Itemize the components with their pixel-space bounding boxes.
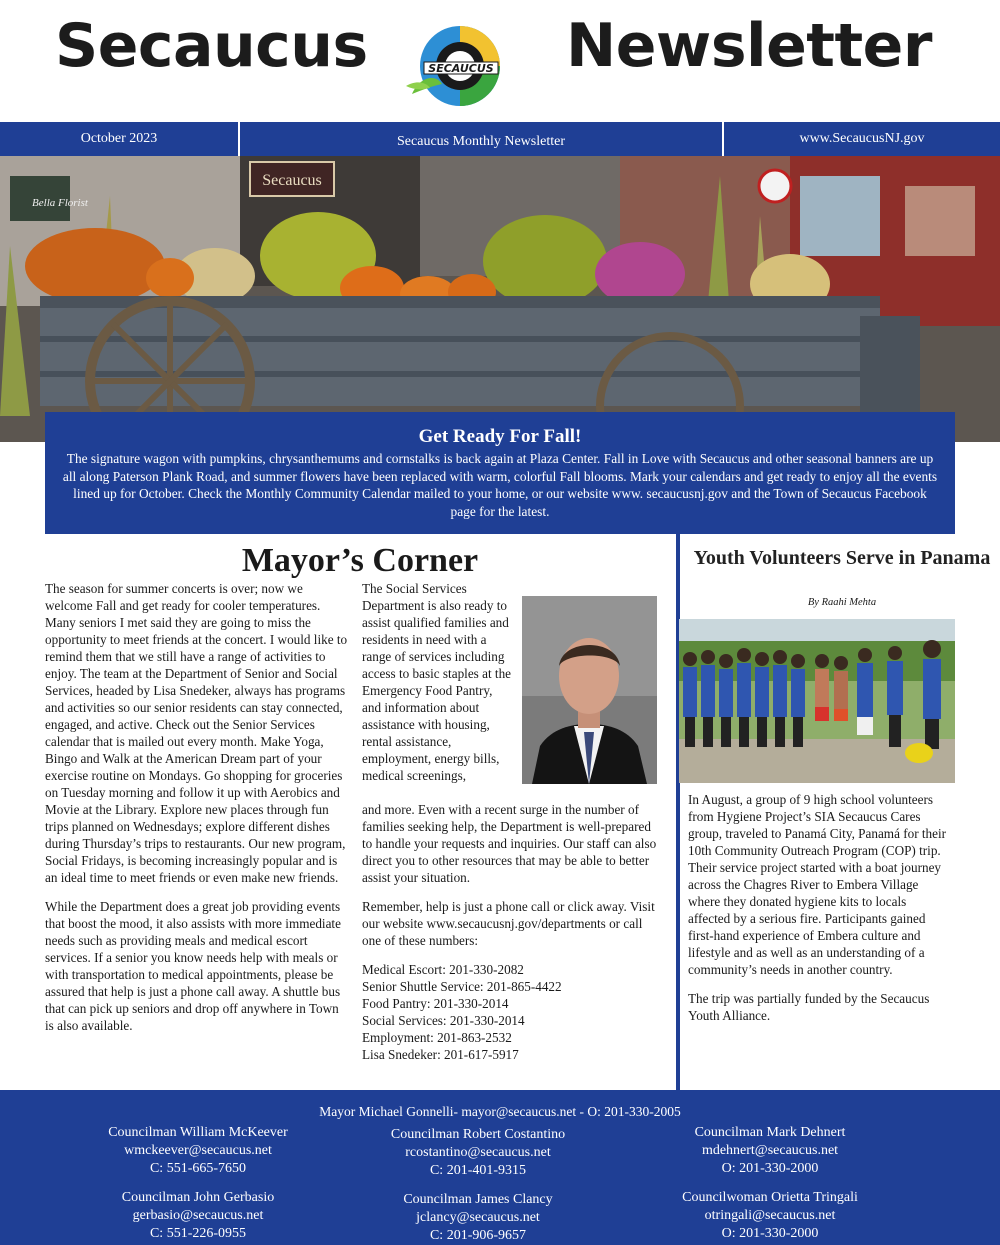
council-email[interactable]: wmckeever@secaucus.net <box>124 1143 272 1158</box>
mayors-corner-column-2-top <box>362 580 512 796</box>
council-member <box>348 1191 608 1245</box>
secaucus-logo <box>402 22 518 108</box>
phone-item: Medical Escort: 201-330-2082 <box>362 962 524 977</box>
phone-item: Lisa Snedeker: 201-617-5917 <box>362 1047 519 1062</box>
council-email[interactable]: mdehnert@secaucus.net <box>701 1143 839 1158</box>
council-email[interactable]: otringali@secaucus.net <box>704 1208 836 1223</box>
youth-paragraph: The trip was partially funded by the Secaucus Youth Alliance. <box>688 991 930 1023</box>
logo-text: SECAUCUS <box>428 62 494 75</box>
council-member <box>348 1126 608 1180</box>
council-email[interactable]: rcostantino@secaucus.net <box>405 1145 551 1160</box>
council-member <box>640 1124 900 1178</box>
council-phone: C: 551-665-7650 <box>149 1161 247 1176</box>
council-phone: C: 201-906-9657 <box>429 1228 527 1243</box>
masthead-title-right: Newsletter <box>566 11 932 81</box>
council-name: Councilman Robert Costantino <box>390 1127 566 1142</box>
mayors-corner-column-2-bottom <box>362 801 662 1063</box>
phone-item: Employment: 201-863-2532 <box>362 1030 512 1045</box>
hero-photo-fall-wagon <box>0 156 1000 442</box>
phone-item: Senior Shuttle Service: 201-865-4422 <box>362 979 562 994</box>
council-phone: O: 201-330-2000 <box>721 1161 819 1176</box>
council-email[interactable]: gerbasio@secaucus.net <box>132 1208 264 1223</box>
phone-item: Social Services: 201-330-2014 <box>362 1013 525 1028</box>
mayors-corner-title: Mayor’s Corner <box>241 542 479 579</box>
website-link[interactable]: www.SecaucusNJ.gov <box>799 131 925 146</box>
masthead <box>0 0 1000 120</box>
council-name: Councilman John Gerbasio <box>121 1190 275 1205</box>
fall-body: The signature wagon with pumpkins, chrysanthemums and cornstalks is back again at Plaza Center. Fall in Love with Secaucus and other seasonal banners are up all along Paterson Plank Road, and summer flowers have been replaced with warm, colorful Fall blooms. Mark your calendars and get ready to enjoy all the events lined up for October. Check the Monthly Community Calendar mailed to your home, or our website www. secaucusnj.gov and the Town of Secaucus Facebook page for the latest. <box>62 451 938 519</box>
council-member <box>640 1189 900 1243</box>
mayors-corner-paragraph: Remember, help is just a phone call or click away. Visit our website www.secaucusnj.gov/departments or call one of these numbers: <box>362 899 655 948</box>
mayors-corner-column-1 <box>45 580 350 1046</box>
hero-sign-text: Secaucus <box>262 172 322 189</box>
council-email[interactable]: jclancy@secaucus.net <box>416 1210 540 1225</box>
issue-date: October 2023 <box>80 131 158 146</box>
youth-article-byline: By Raahi Mehta <box>807 597 877 608</box>
council-member <box>68 1189 328 1243</box>
mayor-contact: Mayor Michael Gonnelli- mayor@secaucus.net - O: 201-330-2005 <box>319 1104 681 1119</box>
phone-item: Food Pantry: 201-330-2014 <box>362 996 509 1011</box>
mayors-corner-paragraph: The season for summer concerts is over; now we welcome Fall and get ready for cooler temperatures. Many seniors I met said they are going to miss the opportunity to meet friends at the concert. I would like to remind them that we still have a range of activities to enjoy. The team at the Department of Senior and Social Services, headed by Lisa Snedeker, always has programs and activities so our senior residents can stay connected, engaged, and active. Check out the Senior Services calendar that is mailed out every month. Make Yoga, Bingo and Walk at the American Dream part of your exercise routine on Mondays. Go shopping for groceries on Tuesday morning and follow it up with Aerobics and Movie at the Library. Explore new places through fun trips planned on Wednesdays; explore different dishes during Thursday’s trips to restaurants. Our new program, Social Fridays, is becoming increasingly popular and is an ideal time to meet friends or even make new friends. <box>45 581 348 885</box>
council-name: Councilwoman Orietta Tringali <box>682 1190 858 1205</box>
council-name: Councilman James Clancy <box>403 1192 553 1207</box>
council-phone: O: 201-330-2000 <box>721 1226 819 1241</box>
logo-graphic <box>402 22 518 108</box>
mayors-corner-paragraph: The Social Services Department is also ready to assist qualified families and residents in need with a range of services including access to basic staples at the Emergency Food Pantry, and information about assistance with housing, rental assistance, employment, energy bills, medical screenings, <box>362 581 512 783</box>
youth-article-title: Youth Volunteers Serve in Panama <box>693 547 991 569</box>
youth-paragraph: In August, a group of 9 high school volunteers from Hygiene Project’s SIA Secaucus Cares group, traveled to Panamá City, Panamá for their 10th Community Outreach Program (COP) trip. Their service project started with a boat journey across the Chagres River to Embera Village where they donated hygiene kits to locals affected by a serious fire. Participants gained first-hand experience of Embera culture and lifestyle and as well as an understanding of a community’s needs in another country. <box>688 792 947 977</box>
mayors-corner-paragraph: While the Department does a great job providing events that boost the mood, it also assists with more immediate needs such as providing meals and medical escort services. If a senior you know needs help with meals or with transportation to medical appointments, please be assured that help is just a phone call away. A shuttle bus that can pick up seniors and drop off anywhere in Town is also available. <box>45 899 341 1033</box>
youth-article-body <box>688 791 950 1036</box>
mayor-portrait <box>522 596 657 784</box>
youth-group-photo <box>679 619 955 783</box>
masthead-title-left: Secaucus <box>55 11 368 81</box>
fall-title: Get Ready For Fall! <box>418 426 582 447</box>
council-phone: C: 201-401-9315 <box>429 1163 527 1178</box>
council-name: Councilman William McKeever <box>108 1125 288 1140</box>
newsletter-subtitle: Secaucus Monthly Newsletter <box>397 134 565 149</box>
info-bar <box>0 120 1000 156</box>
mayors-corner-paragraph: and more. Even with a recent surge in the number of families seeking help, the Department is well-prepared to handle your requests and inquiries. Our staff can also direct you to other resources that may be able to better assist your situation. <box>362 802 657 885</box>
council-contact-footer <box>0 1090 1000 1245</box>
council-name: Councilman Mark Dehnert <box>694 1125 846 1140</box>
council-phone: C: 551-226-0955 <box>149 1226 247 1241</box>
phone-list <box>362 961 662 1063</box>
council-member <box>68 1124 328 1178</box>
fall-announcement <box>45 412 955 534</box>
column-divider <box>676 534 680 1090</box>
hero-shop-text: Bella Florist <box>32 197 88 209</box>
